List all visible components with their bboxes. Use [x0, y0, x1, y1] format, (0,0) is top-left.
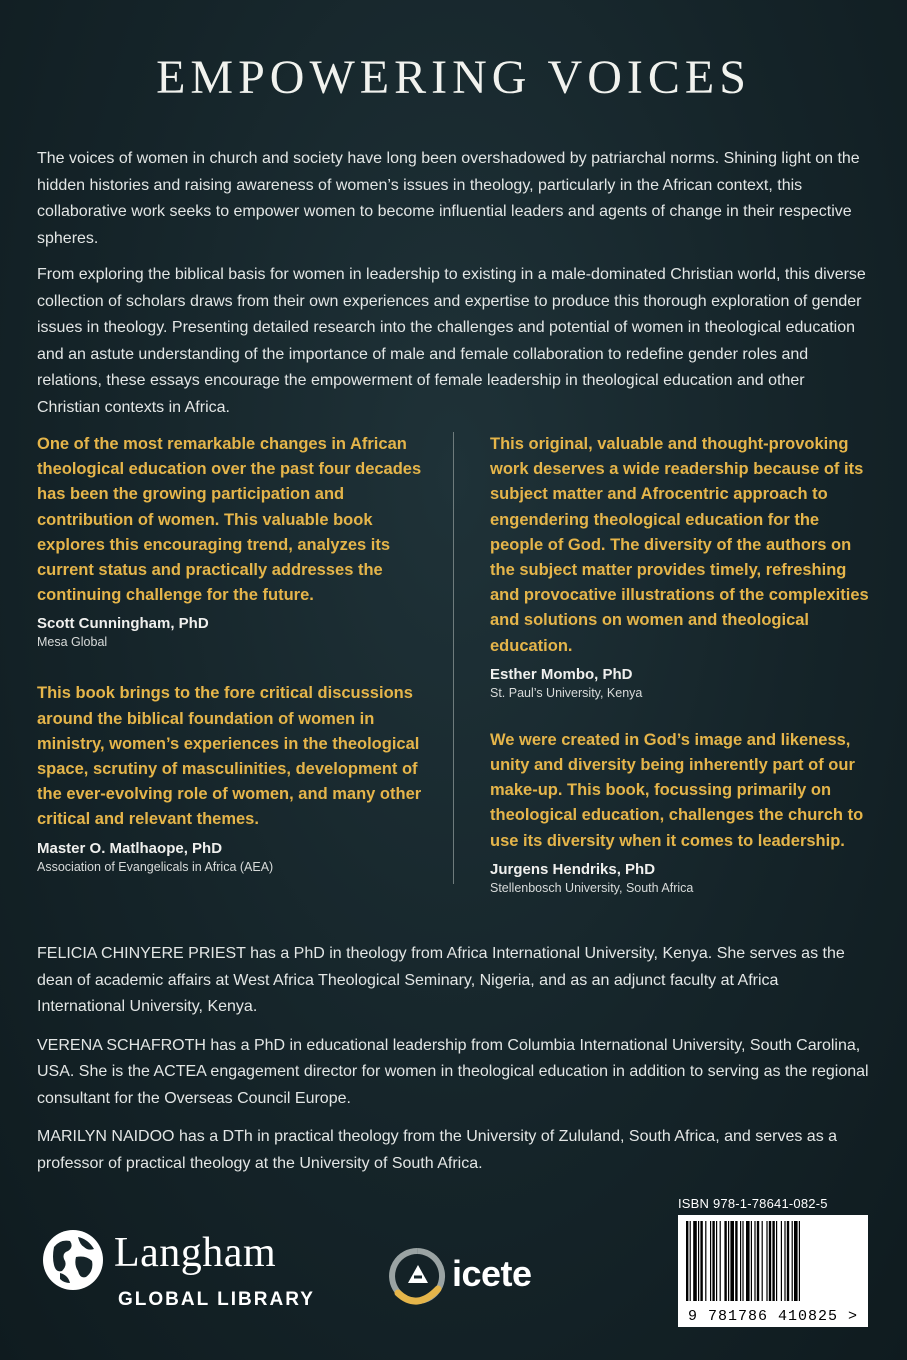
endorsement-affiliation: Association of Evangelicals in Africa (AEA) — [37, 859, 274, 874]
isbn-barcode — [678, 1215, 868, 1327]
langham-logo — [40, 1225, 330, 1320]
barcode-bar — [766, 1221, 767, 1301]
endorsement-quote: This book brings to the fore critical discussions around the biblical foundation of women in ministry, women’s experiences in the theological space, scrutiny of masculinities, development of the ever-evolving role of women, and many other critical and relevant themes. — [37, 684, 422, 829]
barcode-bar — [705, 1221, 706, 1301]
endorsement-affiliation: Stellenbosch University, South Africa — [490, 880, 694, 895]
barcode-bar — [742, 1221, 743, 1301]
globe-icon — [40, 1227, 106, 1293]
barcode-bar — [776, 1221, 777, 1301]
barcode-bar — [746, 1221, 750, 1301]
icete-logo — [388, 1247, 563, 1313]
endorsement — [490, 728, 875, 897]
endorsement-quote: One of the most remarkable changes in African theological education over the past four decades has been the growing participation and contribution of women. This valuable book explores this encouraging trend, analyzes its current status and practically addresses the continuing challenge for the future. — [37, 435, 422, 605]
intro-paragraph: From exploring the biblical basis for women in leadership to existing in a male-dominated Christian world, this diverse collection of scholars draws from their own experiences and expertise to produce this thorough exploration of gender issues in theology. Presenting detailed research into the challenges and potential of women in theological education and an astute understanding of the importance of male and female collaboration to redefine gender roles and relations, these essays encourage the empowerment of female leadership in theological education and other Christian contexts in Africa. — [37, 266, 866, 416]
isbn-label: ISBN 978-1-78641-082-5 — [678, 1196, 828, 1211]
endorsement-quote: This original, valuable and thought-provoking work deserves a wide readership because of its subject matter and Afrocentric approach to engendering theological education for the people of God. The diversity of the authors on the subject matter provides timely, refreshing and provocative illustrations of the complexities and solutions on women and theological education. — [490, 435, 869, 655]
barcode-bar — [728, 1221, 729, 1301]
author-bios — [37, 941, 870, 1189]
barcode-bar — [710, 1221, 711, 1301]
barcode-bar — [686, 1221, 688, 1301]
intro-text — [37, 146, 870, 431]
barcode-bars — [678, 1215, 868, 1305]
barcode-bar — [735, 1221, 737, 1301]
barcode-bar — [698, 1221, 699, 1301]
endorsement-author: Master O. Matlhaope, PhD — [37, 839, 223, 857]
barcode-bar — [757, 1221, 759, 1301]
langham-subtitle: GLOBAL LIBRARY — [118, 1289, 315, 1310]
barcode-digits: 9 781786 410825 > — [687, 1308, 859, 1325]
barcode-bar — [712, 1221, 714, 1301]
barcode-bar — [794, 1221, 798, 1301]
endorsement-author: Jurgens Hendriks, PhD — [490, 860, 656, 878]
icete-emblem-icon — [388, 1247, 446, 1309]
author-bio: MARILYN NAIDOO has a DTh in practical theology from the University of Zululand, South Africa, and serves as a professor of practical theology at the University of South Africa. — [37, 1128, 838, 1172]
barcode-bar — [751, 1221, 752, 1301]
barcode-bar — [724, 1221, 726, 1301]
barcode-bar — [787, 1221, 789, 1301]
langham-name: Langham — [114, 1230, 277, 1276]
endorsement — [490, 432, 875, 702]
barcode-bar — [769, 1221, 771, 1301]
endorsement — [37, 681, 437, 875]
endorsement-affiliation: St. Paul’s University, Kenya — [490, 685, 643, 700]
endorsement-affiliation: Mesa Global — [37, 635, 108, 650]
endorsement-author: Scott Cunningham, PhD — [37, 615, 209, 633]
barcode-bar — [693, 1221, 697, 1301]
endorsements-right-column — [490, 432, 875, 915]
barcode-bar — [754, 1221, 755, 1301]
book-title: EMPOWERING VOICES — [156, 51, 751, 104]
author-bio: FELICIA CHINYERE PRIEST has a PhD in theology from Africa International University, Kenya. She serves as the dean of academic affairs at West Africa Theological Seminary, Nigeria, and as an adjunct faculty at Africa International University, Kenya. — [37, 945, 845, 1015]
barcode-bar — [792, 1221, 793, 1301]
endorsement — [37, 432, 437, 651]
barcode-bar — [720, 1221, 721, 1301]
barcode-bar — [772, 1221, 774, 1301]
endorsement-author: Esther Mombo, PhD — [490, 665, 633, 683]
intro-paragraph: The voices of women in church and society have long been overshadowed by patriarchal norms. Shining light on the hidden histories and raising awareness of women’s issues in theology, particularly in the African context, this collaborative work seeks to empower women to become influential leaders and agents of change in their respective spheres. — [37, 150, 860, 247]
barcode-bar — [762, 1221, 763, 1301]
barcode-bar — [716, 1221, 717, 1301]
barcode-bar — [730, 1221, 734, 1301]
author-bio: VERENA SCHAFROTH has a PhD in educational leadership from Columbia International University, South Carolina, USA. She is the ACTEA engagement director for women in theological education in addition to serving as the regional consultant for the Overseas Council Europe. — [37, 1036, 869, 1107]
barcode-bar — [740, 1221, 741, 1301]
barcode-bar — [784, 1221, 785, 1301]
barcode-bar — [781, 1221, 782, 1301]
endorsement-quote: We were created in God’s image and likeness, unity and diversity being inherently part of our make-up. This book, focussing primarily on theological education, challenges the church to use its diversity when it comes to leadership. — [490, 730, 864, 850]
icete-name: icete — [452, 1253, 532, 1294]
endorsements-left-column — [37, 432, 437, 894]
barcode-bar — [700, 1221, 702, 1301]
barcode-bar — [690, 1221, 691, 1301]
barcode-bar — [799, 1221, 800, 1301]
column-divider — [453, 432, 454, 884]
